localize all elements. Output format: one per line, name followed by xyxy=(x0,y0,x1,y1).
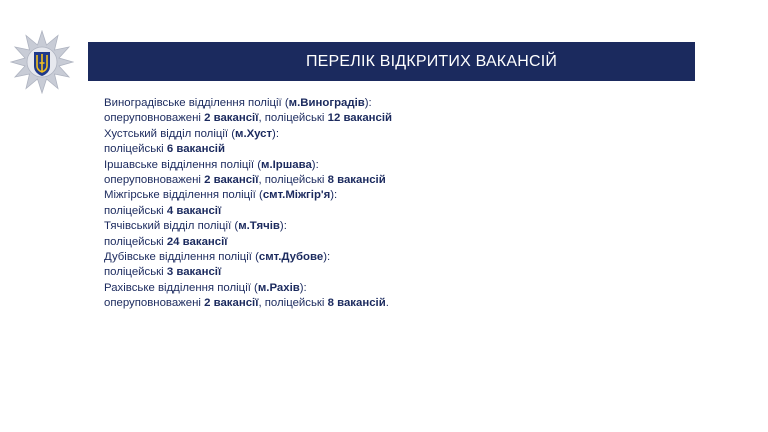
unit-suffix: ): xyxy=(279,220,287,233)
unit-location: м.Тячів xyxy=(238,220,280,233)
role-label: , поліцейські xyxy=(258,112,328,125)
unit-location: м.Іршава xyxy=(261,158,312,171)
role-label: поліцейські xyxy=(104,204,167,217)
title-bar xyxy=(88,42,695,81)
vacancy-count: 3 вакансії xyxy=(166,266,222,279)
unit-suffix: ): xyxy=(364,97,372,109)
unit-name: Хустський відділ поліції ( xyxy=(104,127,236,140)
vacancy-count: 2 вакансії xyxy=(204,112,259,125)
vacancy-details xyxy=(104,235,664,250)
unit-name: Міжгірське відділення поліції ( xyxy=(104,189,263,202)
vacancy-count: 2 вакансії xyxy=(204,297,259,310)
unit-location: м.Рахів xyxy=(257,281,300,294)
unit-location: смт.Дубове xyxy=(258,251,324,264)
role-label: поліцейські xyxy=(104,143,167,156)
vacancy-count: 6 вакансій xyxy=(166,143,225,156)
unit-line xyxy=(104,127,664,142)
vacancy-details xyxy=(104,111,664,126)
vacancy-count: 12 вакансій xyxy=(327,112,393,125)
unit-line xyxy=(104,219,664,234)
unit-suffix: ): xyxy=(272,127,280,140)
role-label: поліцейські xyxy=(104,235,167,248)
vacancy-list xyxy=(104,96,664,312)
unit-name: Дубівське відділення поліції ( xyxy=(104,251,259,264)
unit-line xyxy=(104,158,664,173)
role-label: , поліцейські xyxy=(258,174,328,187)
role-label: поліцейські xyxy=(104,266,167,279)
unit-name: Виноградівське відділення поліції ( xyxy=(104,97,289,109)
line-end: . xyxy=(385,297,389,310)
unit-location: м.Хуст xyxy=(235,127,273,140)
role-label: оперуповноважені xyxy=(104,174,205,187)
unit-name: Тячівський відділ поліції ( xyxy=(104,220,239,233)
vacancy-count: 4 вакансії xyxy=(166,204,222,217)
unit-suffix: ): xyxy=(299,281,307,294)
vacancy-count: 8 вакансій xyxy=(327,297,386,310)
unit-location: м.Виноградів xyxy=(288,97,365,109)
vacancy-details xyxy=(104,204,664,219)
vacancy-details xyxy=(104,296,664,311)
vacancy-details xyxy=(104,173,664,188)
police-logo-icon xyxy=(10,30,74,94)
vacancy-count: 24 вакансії xyxy=(166,235,228,248)
unit-line xyxy=(104,250,664,265)
unit-name: Рахівське відділення поліції ( xyxy=(104,281,258,294)
vacancy-count: 2 вакансії xyxy=(204,174,259,187)
vacancy-details xyxy=(104,265,664,280)
role-label: оперуповноважені xyxy=(104,297,205,310)
vacancy-count: 8 вакансій xyxy=(327,174,386,187)
unit-suffix: ): xyxy=(330,189,338,202)
unit-line xyxy=(104,281,664,296)
vacancy-details xyxy=(104,142,664,157)
unit-line xyxy=(104,96,664,111)
role-label: , поліцейські xyxy=(258,297,328,310)
page-title: ПЕРЕЛІК ВІДКРИТИХ ВАКАНСІЙ xyxy=(305,52,558,70)
unit-line xyxy=(104,188,664,203)
unit-name: Іршавське відділення поліції ( xyxy=(104,158,262,171)
role-label: оперуповноважені xyxy=(104,112,205,125)
unit-location: смт.Міжгір'я xyxy=(262,189,331,202)
unit-suffix: ): xyxy=(311,158,319,171)
unit-suffix: ): xyxy=(323,251,331,264)
